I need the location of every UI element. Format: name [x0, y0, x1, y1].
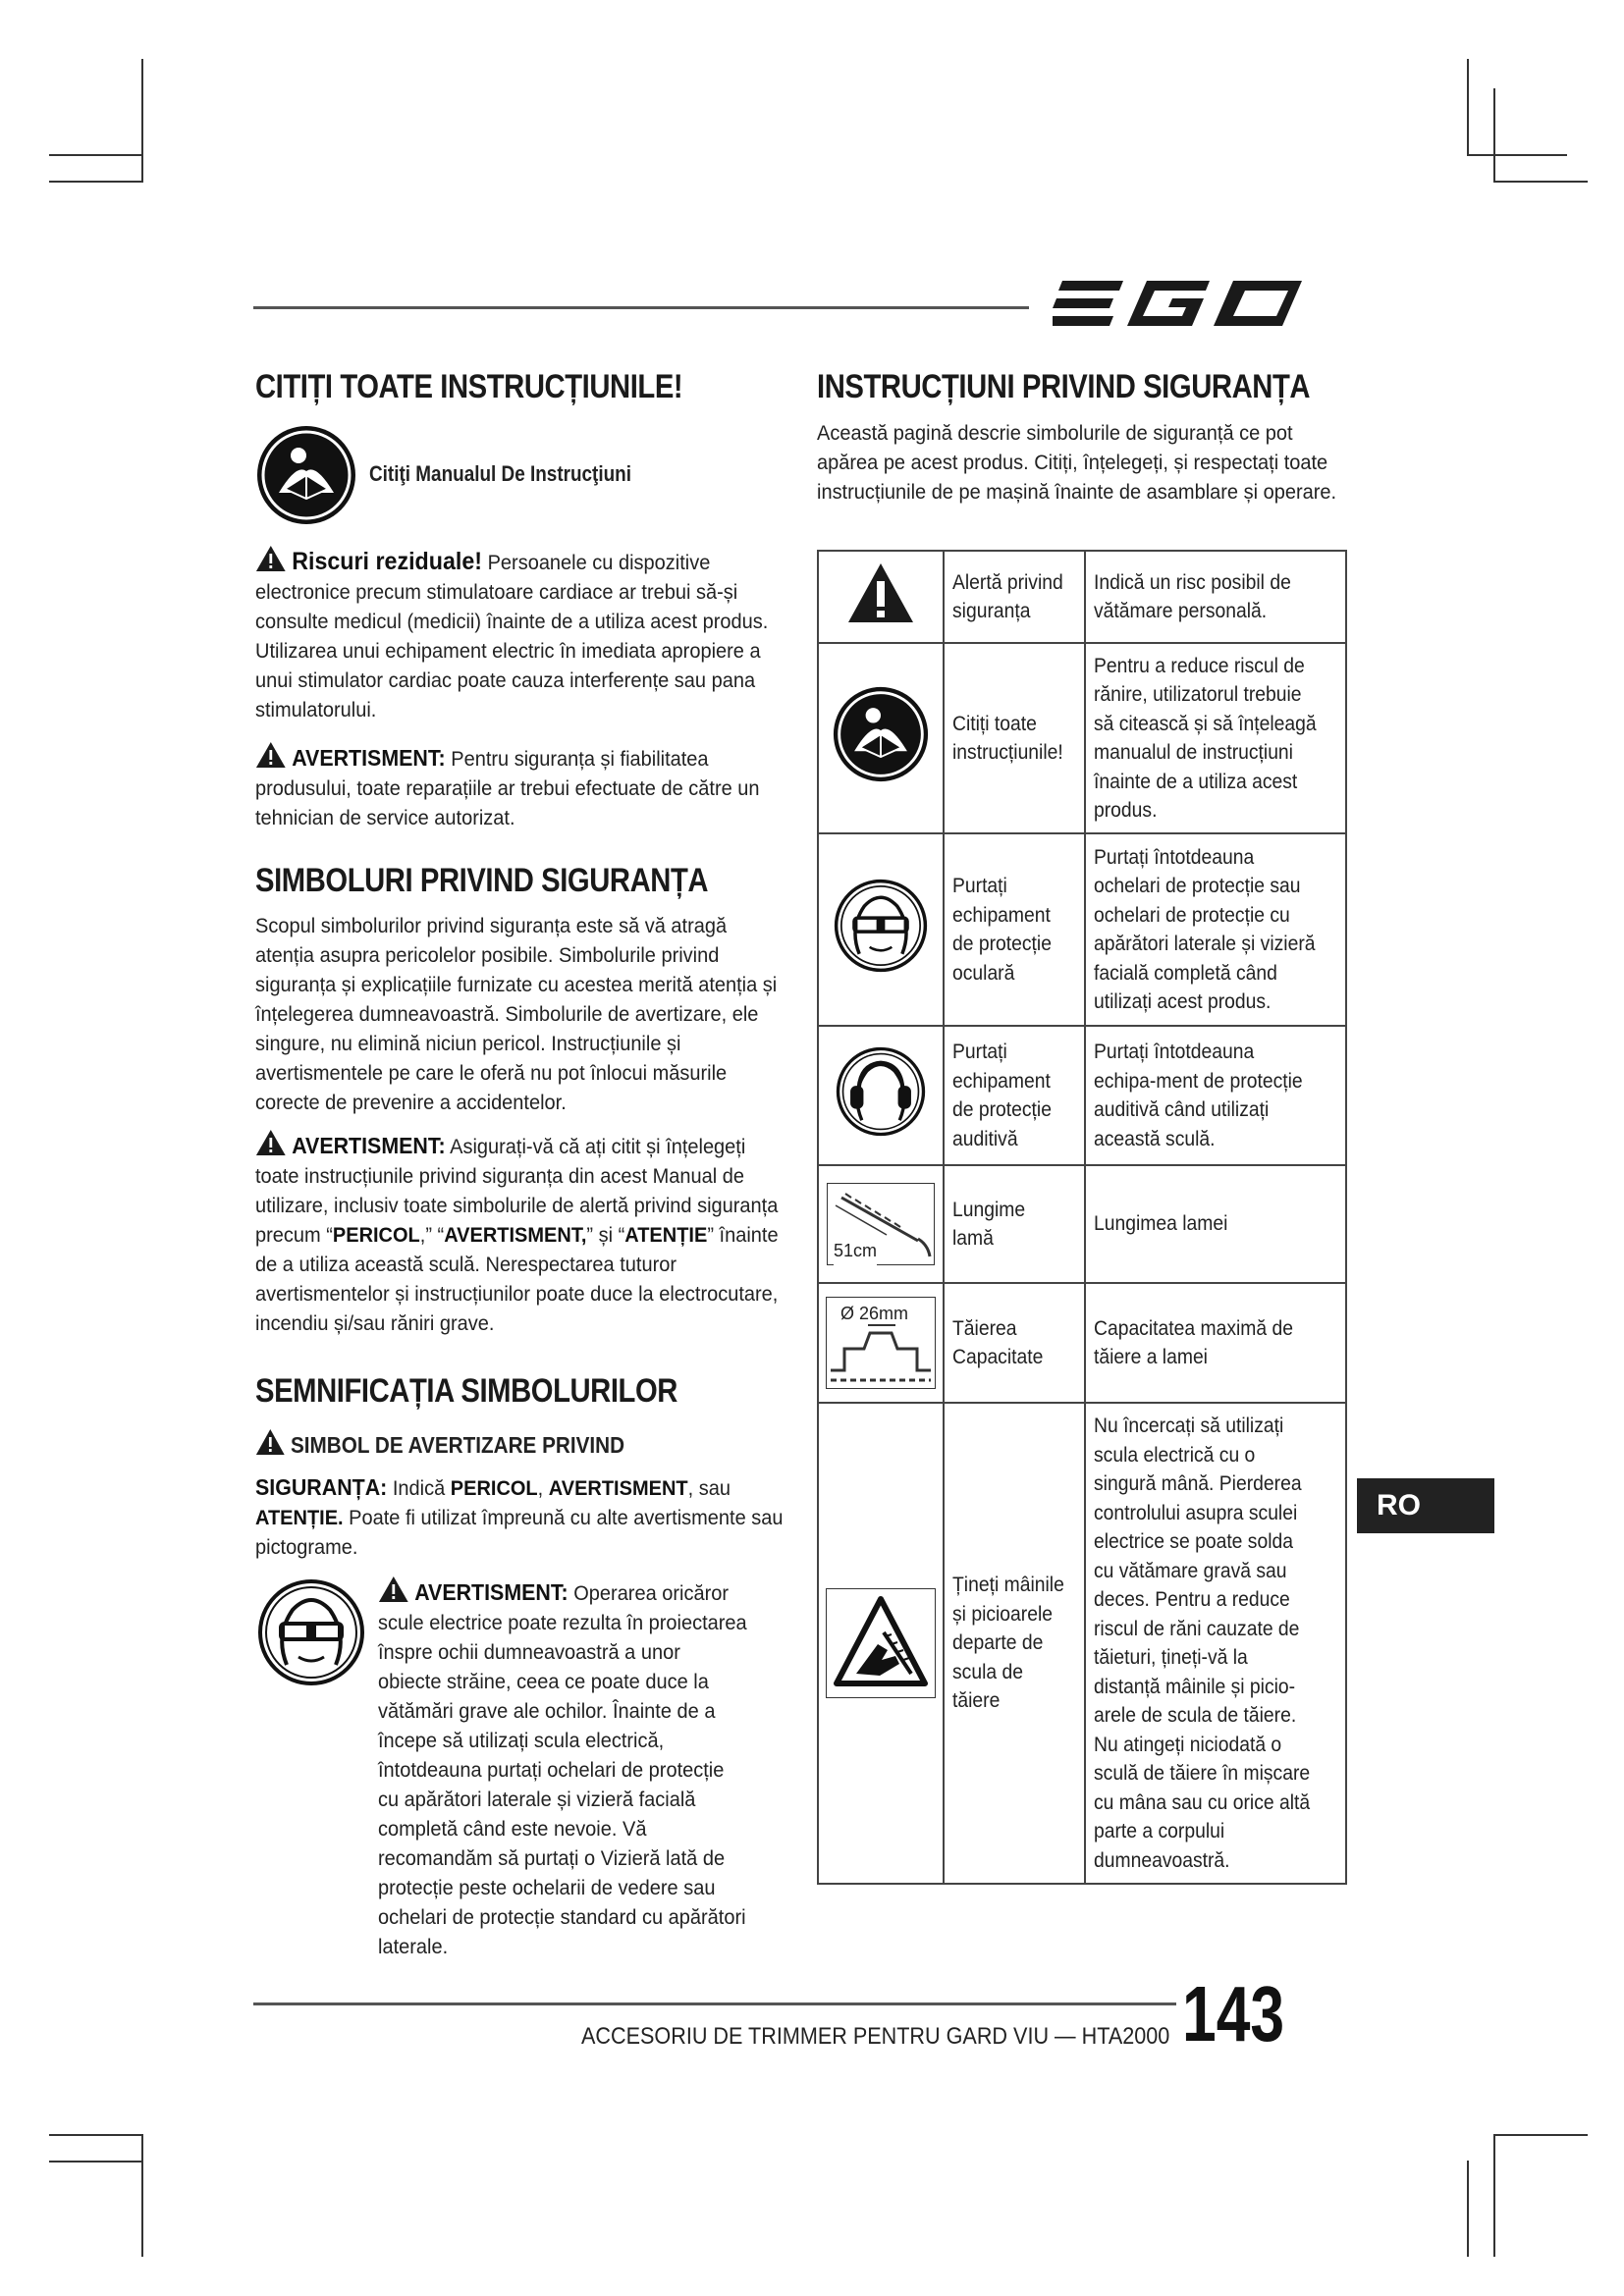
warning-service-paragraph	[255, 741, 785, 832]
warning-eye-paragraph	[378, 1575, 748, 1961]
crop-mark	[49, 2134, 143, 2136]
symbol-desc-text: Lungimea lamei	[1094, 1212, 1228, 1236]
intro-text: Această pagină descrie simbolurile de siguranță ce pot apărea pe acest produs. Citiți, înțelegeți, și respectați toate instrucțiunile de pe mașină înainte de asamblare și operare.	[817, 421, 1337, 504]
keyword-atentie: ATENȚIE	[624, 1223, 708, 1247]
symbol-desc	[1085, 1026, 1346, 1165]
symbol-desc-text: Indică un risc posibil de vătămare personală.	[1094, 570, 1291, 622]
eye-protection-icon	[834, 879, 928, 973]
warning-body: Asigurați-vă că ați citit și înțelegeți toate instrucțiunile privind siguranța din acest Manual de utilizare, inclusiv toate simbolurile de alertă privind siguranța precum “	[255, 1135, 779, 1247]
svg-text:EGO: EGO	[1053, 273, 1056, 274]
warning-body: ” înainte de a utiliza această sculă. Nerespectarea tuturor avertismentelor și instrucțiunilor poate duce la electrocutare, incendiu și/sau răniri grave.	[255, 1223, 779, 1335]
warning-icon	[255, 1129, 287, 1156]
symbol-desc	[1085, 1283, 1346, 1403]
symbol-name	[944, 1165, 1085, 1283]
page-number: 143	[1182, 1970, 1285, 2057]
brand-logo	[1053, 273, 1347, 334]
warning-icon	[255, 1428, 286, 1456]
warning-body: Operarea oricăror scule electrice poate rezulta în proiectarea înspre ochii dumneavoastră a unor obiecte străine, ceea ce poate duce la vătămări grave ale ochilor. Înainte de a începe să utilizați scula electrică, întotdeauna purtați ochelari de protecție cu apărători laterale și vizieră facială completă când este nevoie. Vă recomandăm să purtați o Vizieră lată de protecție peste ochelarii de vedere sau ochelari de protecție standard cu apărători laterale.	[378, 1581, 747, 1958]
intro-paragraph	[817, 418, 1346, 507]
symbol-name	[944, 1026, 1085, 1165]
icon-cell	[818, 1165, 944, 1283]
symbol-name-text: Țineți mâinile și picioarele departe de scula de tăiere	[952, 1574, 1064, 1713]
cutting-capacity-label: Ø 26mm	[840, 1304, 909, 1323]
symbols-paragraph	[255, 911, 785, 1117]
crop-mark	[49, 2161, 141, 2163]
crop-mark	[1467, 59, 1469, 155]
symbol-desc-text: Pentru a reduce riscul de rănire, utilizatorul trebuie să citească și să înțeleagă manualul de instrucțiuni înainte de a utiliza acest produs.	[1094, 654, 1317, 822]
warning-icon	[255, 545, 287, 572]
warning-body: Pentru siguranța și fiabilitatea produsului, toate reparațiile ar trebui efectuate de către un tehnician de service autorizat.	[255, 747, 760, 829]
warning-icon	[378, 1575, 409, 1603]
table-row	[818, 643, 1346, 833]
symbol-desc	[1085, 643, 1346, 833]
residual-body: Persoanele cu dispozitive electronice precum stimulatoare cardiace ar trebui să-și consulte medicul (medicii) înainte de a utiliza acest produs. Utilizarea unui echipament electric în imediata apropiere a unui stimulator cardiac poate cauza interferențe sau pana stimulatorului.	[255, 551, 769, 721]
symbol-name-text: Purtați echipament de protecție auditivă	[952, 1041, 1052, 1150]
symbol-subhead	[255, 1428, 624, 1459]
symbol-desc-text: Purtați întotdeauna echipa-ment de protecție auditivă când utilizați această sculă.	[1094, 1041, 1303, 1150]
symbol-name-text: Lungime lamă	[952, 1198, 1026, 1250]
crop-mark	[1493, 181, 1588, 183]
icon-cell	[818, 1026, 944, 1165]
safety-alert-paragraph: SIGURANȚA: Indică PERICOL, AVERTISMENT, sau ATENȚIE. Poate fi utilizat împreună cu alte avertismente sau pictograme.	[255, 1474, 784, 1559]
warning-title: AVERTISMENT:	[292, 1133, 446, 1158]
hand-cut-icon	[826, 1588, 936, 1698]
residual-title: Riscuri reziduale!	[292, 548, 483, 575]
table-row	[818, 1283, 1346, 1403]
symbols-body: Scopul simbolurilor privind siguranța este să vă atragă atenția asupra pericolelor posibile. Simbolurile privind siguranța și explicațiile furnizate cu acestea merită atenția și înțelegerea dumneavoastră. Simbolurile de avertizare, ele singure, nu elimină niciun pericol. Instrucțiunile și avertismentele pe care le oferă nu pot înlocui măsurile corecte de prevenire a accidentelor.	[255, 914, 778, 1114]
symbol-name-text: Tăierea Capacitate	[952, 1316, 1044, 1368]
separator: ,” “	[419, 1223, 445, 1247]
crop-mark	[49, 154, 141, 156]
symbol-name	[944, 1283, 1085, 1403]
blade-length-icon	[827, 1183, 935, 1265]
warning-icon	[846, 561, 915, 624]
safety-symbols-table	[817, 550, 1347, 1885]
keyword-pericol: PERICOL	[332, 1223, 420, 1247]
symbol-desc	[1085, 833, 1346, 1026]
keyword-avertisment: AVERTISMENT,	[444, 1223, 587, 1247]
warning-title: AVERTISMENT:	[292, 745, 446, 771]
crop-mark	[141, 59, 143, 182]
warning-icon	[255, 741, 287, 769]
crop-mark	[1493, 88, 1495, 183]
keyword-siguranta: SIGURANȚA:	[255, 1474, 388, 1500]
table-row	[818, 1026, 1346, 1165]
eye-protection-icon	[257, 1578, 365, 1686]
symbol-desc-text: Purtați întotdeauna ochelari de protecție sau ochelari de protecție cu apărători laterale și vizieră facială completă când utilizați acest produs.	[1094, 845, 1316, 1013]
paragraph-text: Indică	[392, 1476, 446, 1500]
paragraph-text: Poate fi utilizat împreună cu alte avertismente sau pictograme.	[255, 1506, 784, 1559]
symbol-desc	[1085, 1165, 1346, 1283]
symbol-name	[944, 643, 1085, 833]
footer-rule	[253, 2002, 1176, 2005]
crop-mark	[49, 181, 143, 183]
read-manual-icon	[832, 685, 930, 783]
warning-read-paragraph	[255, 1129, 785, 1338]
table-row	[818, 1403, 1346, 1884]
symbol-name	[944, 833, 1085, 1026]
read-manual-label: Citiţi Manualul De Instrucţiuni	[369, 461, 631, 486]
warning-title: AVERTISMENT:	[414, 1579, 568, 1605]
icon-cell	[818, 551, 944, 643]
table-row	[818, 1165, 1346, 1283]
symbol-name	[944, 1403, 1085, 1884]
heading-safety-instructions: INSTRUCȚIUNI PRIVIND SIGURANȚA	[817, 368, 1311, 405]
separator: , sau	[687, 1476, 731, 1500]
crop-mark	[1467, 154, 1567, 156]
heading-read-instructions: CITIȚI TOATE INSTRUCȚIUNILE!	[255, 368, 683, 405]
icon-cell	[818, 1403, 944, 1884]
icon-cell	[818, 643, 944, 833]
symbol-desc-text: Capacitatea maximă de tăiere a lamei	[1094, 1316, 1293, 1368]
table-row	[818, 833, 1346, 1026]
icon-cell	[818, 833, 944, 1026]
symbol-desc	[1085, 1403, 1346, 1884]
footer-title: ACCESORIU DE TRIMMER PENTRU GARD VIU — HTA2000	[581, 2023, 1170, 2050]
residual-risk-paragraph	[255, 545, 785, 724]
read-manual-icon	[255, 424, 357, 526]
blade-length-label: 51cm	[834, 1237, 877, 1266]
header-rule	[253, 306, 1029, 309]
language-tab: RO	[1357, 1478, 1494, 1533]
symbol-name-text: Citiți toate instrucțiunile!	[952, 712, 1063, 764]
crop-mark	[1493, 2134, 1588, 2136]
keyword-pericol: PERICOL	[450, 1476, 538, 1500]
heading-safety-symbols: SIMBOLURI PRIVIND SIGURANȚA	[255, 862, 709, 899]
crop-mark	[141, 2134, 143, 2257]
heading-symbol-meaning: SEMNIFICAȚIA SIMBOLURILOR	[255, 1372, 677, 1410]
icon-cell	[818, 1283, 944, 1403]
subhead-text: SIMBOL DE AVERTIZARE PRIVIND	[291, 1432, 625, 1458]
crop-mark	[1493, 2134, 1495, 2257]
cutting-capacity-icon	[826, 1297, 936, 1389]
separator: ” și “	[586, 1223, 625, 1247]
crop-mark	[1467, 2161, 1469, 2257]
symbol-name	[944, 551, 1085, 643]
symbol-desc-text: Nu încercați să utilizați scula electrică cu o singură mână. Pierderea controlului asupra sculei electrice se poate solda cu vătămare gravă sau deces. Pentru a reduce riscul de răni cauzate de tăieturi, țineți-vă la distanță mâinile și picio-arele de scula de tăiere. Nu atingeți niciodată o sculă de tăiere în mișcare cu mâna sau cu orice altă parte a corpului dumneavoastră.	[1094, 1415, 1311, 1872]
symbol-name-text: Alertă privind siguranța	[952, 570, 1063, 622]
symbol-desc	[1085, 551, 1346, 643]
keyword-atentie: ATENȚIE.	[255, 1506, 344, 1529]
symbol-name-text: Purtați echipament de protecție oculară	[952, 875, 1052, 985]
hearing-protection-icon	[836, 1046, 926, 1137]
table-row	[818, 551, 1346, 643]
keyword-avertisment: AVERTISMENT	[548, 1476, 688, 1500]
